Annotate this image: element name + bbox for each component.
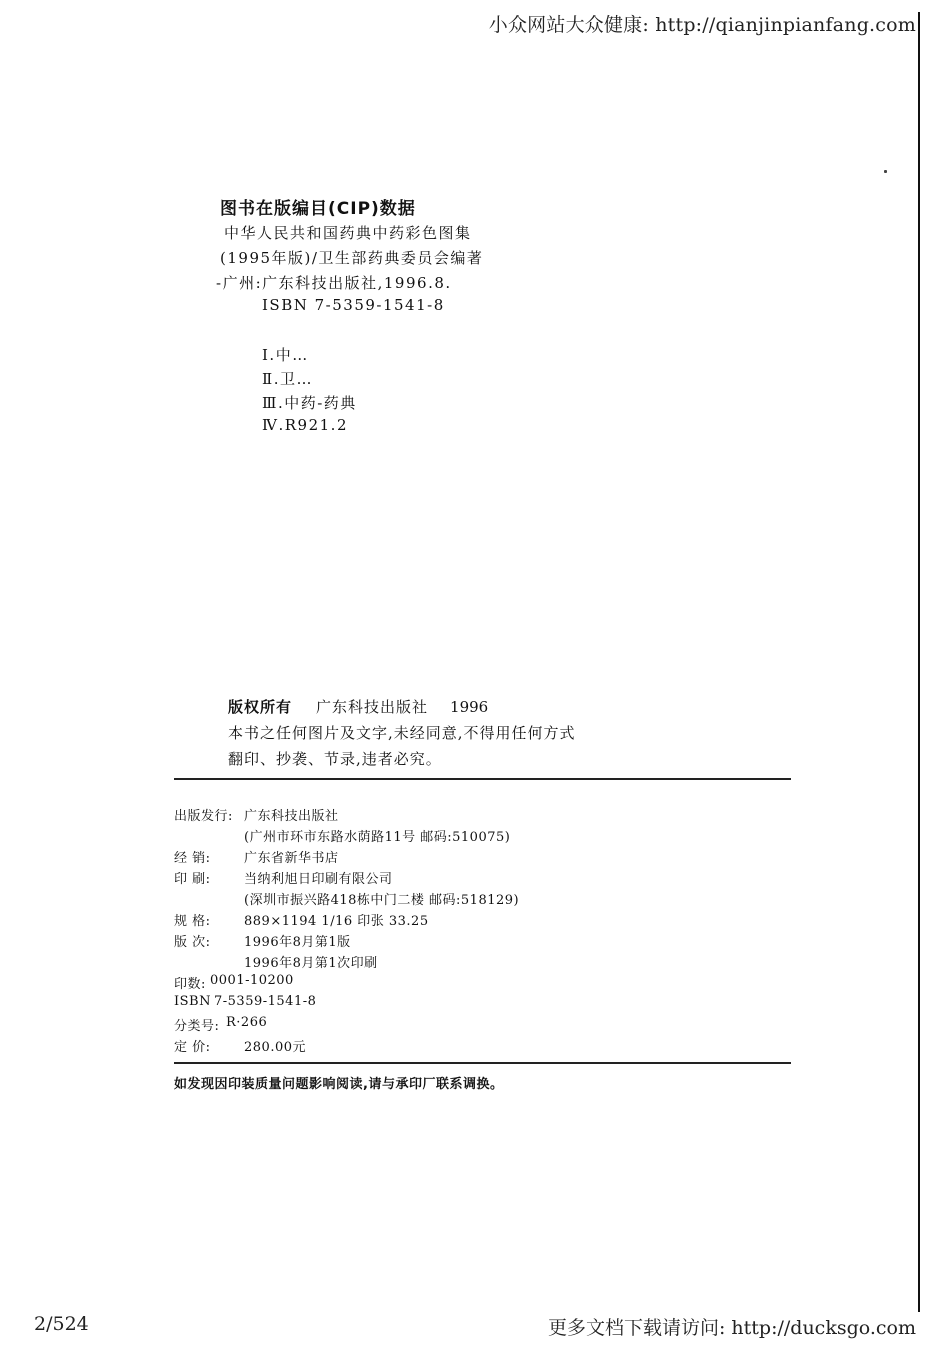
copyright-heading: [228, 696, 488, 717]
pub-value-publisher-address: (广州市环市东路水荫路11号 邮码:510075): [244, 830, 511, 845]
page-number: 2/524: [34, 1313, 89, 1335]
copyright-line-2: 翻印、抄袭、节录,违者必究。: [228, 750, 442, 768]
copyright-line-1: 本书之任何图片及文字,未经同意,不得用任何方式: [228, 724, 576, 742]
pub-value-print-run: 0001-10200: [210, 973, 294, 988]
copyright-publisher: 广东科技出版社: [316, 698, 429, 716]
pub-value-edition: 1996年8月第1版: [244, 935, 351, 950]
cip-book-title: 中华人民共和国药典中药彩色图集: [224, 224, 472, 242]
pub-label-print-run: 印数:: [174, 977, 206, 992]
divider-bottom: [174, 1062, 791, 1064]
pub-label-edition: 版 次:: [174, 935, 211, 950]
quality-notice: 如发现因印装质量问题影响阅读,请与承印厂联系调换。: [174, 1077, 504, 1092]
cip-edition-author: (1995年版)/卫生部药典委员会编著: [220, 249, 484, 267]
pub-value-printing: 1996年8月第1次印刷: [244, 956, 378, 971]
page-edge-rule: [918, 12, 920, 1312]
pub-label-publisher: 出版发行:: [174, 809, 233, 824]
pub-label-printer: 印 刷:: [174, 872, 211, 887]
cip-class-1: Ⅰ.中…: [262, 346, 309, 364]
copyright-year: 1996: [450, 698, 489, 716]
pub-label-format: 规 格:: [174, 914, 211, 929]
pub-value-category: R·266: [226, 1015, 268, 1030]
pub-value-printer-address: (深圳市振兴路418栋中门二楼 邮码:518129): [244, 893, 520, 908]
copyright-label: 版权所有: [228, 698, 293, 716]
scan-speck: [884, 170, 887, 173]
pub-value-format: 889×1194 1/16 印张 33.25: [244, 914, 429, 929]
pub-value-publisher: 广东科技出版社: [244, 809, 339, 824]
pub-value-price: 280.00元: [244, 1040, 306, 1055]
pub-value-distributor: 广东省新华书店: [244, 851, 339, 866]
pub-label-isbn: ISBN: [174, 994, 211, 1009]
cip-class-4: Ⅳ.R921.2: [262, 416, 348, 434]
cip-isbn: ISBN 7-5359-1541-8: [262, 296, 445, 314]
cip-class-3: Ⅲ.中药-药典: [262, 394, 357, 412]
cip-publisher-line: -广州:广东科技出版社,1996.8.: [216, 274, 452, 292]
pub-value-isbn: 7-5359-1541-8: [214, 994, 317, 1009]
footer-link-text: 更多文档下载请访问: http://ducksgo.com: [547, 1317, 916, 1339]
header-link-text: 小众网站大众健康: http://qianjinpianfang.com: [488, 14, 916, 36]
pub-label-category: 分类号:: [174, 1019, 220, 1034]
pub-label-price: 定 价:: [174, 1040, 211, 1055]
cip-class-2: Ⅱ.卫…: [262, 370, 313, 388]
cip-title: 图书在版编目(CIP)数据: [220, 199, 416, 219]
pub-value-printer: 当纳利旭日印刷有限公司: [244, 872, 393, 887]
pub-label-distributor: 经 销:: [174, 851, 211, 866]
divider-top: [174, 778, 791, 780]
